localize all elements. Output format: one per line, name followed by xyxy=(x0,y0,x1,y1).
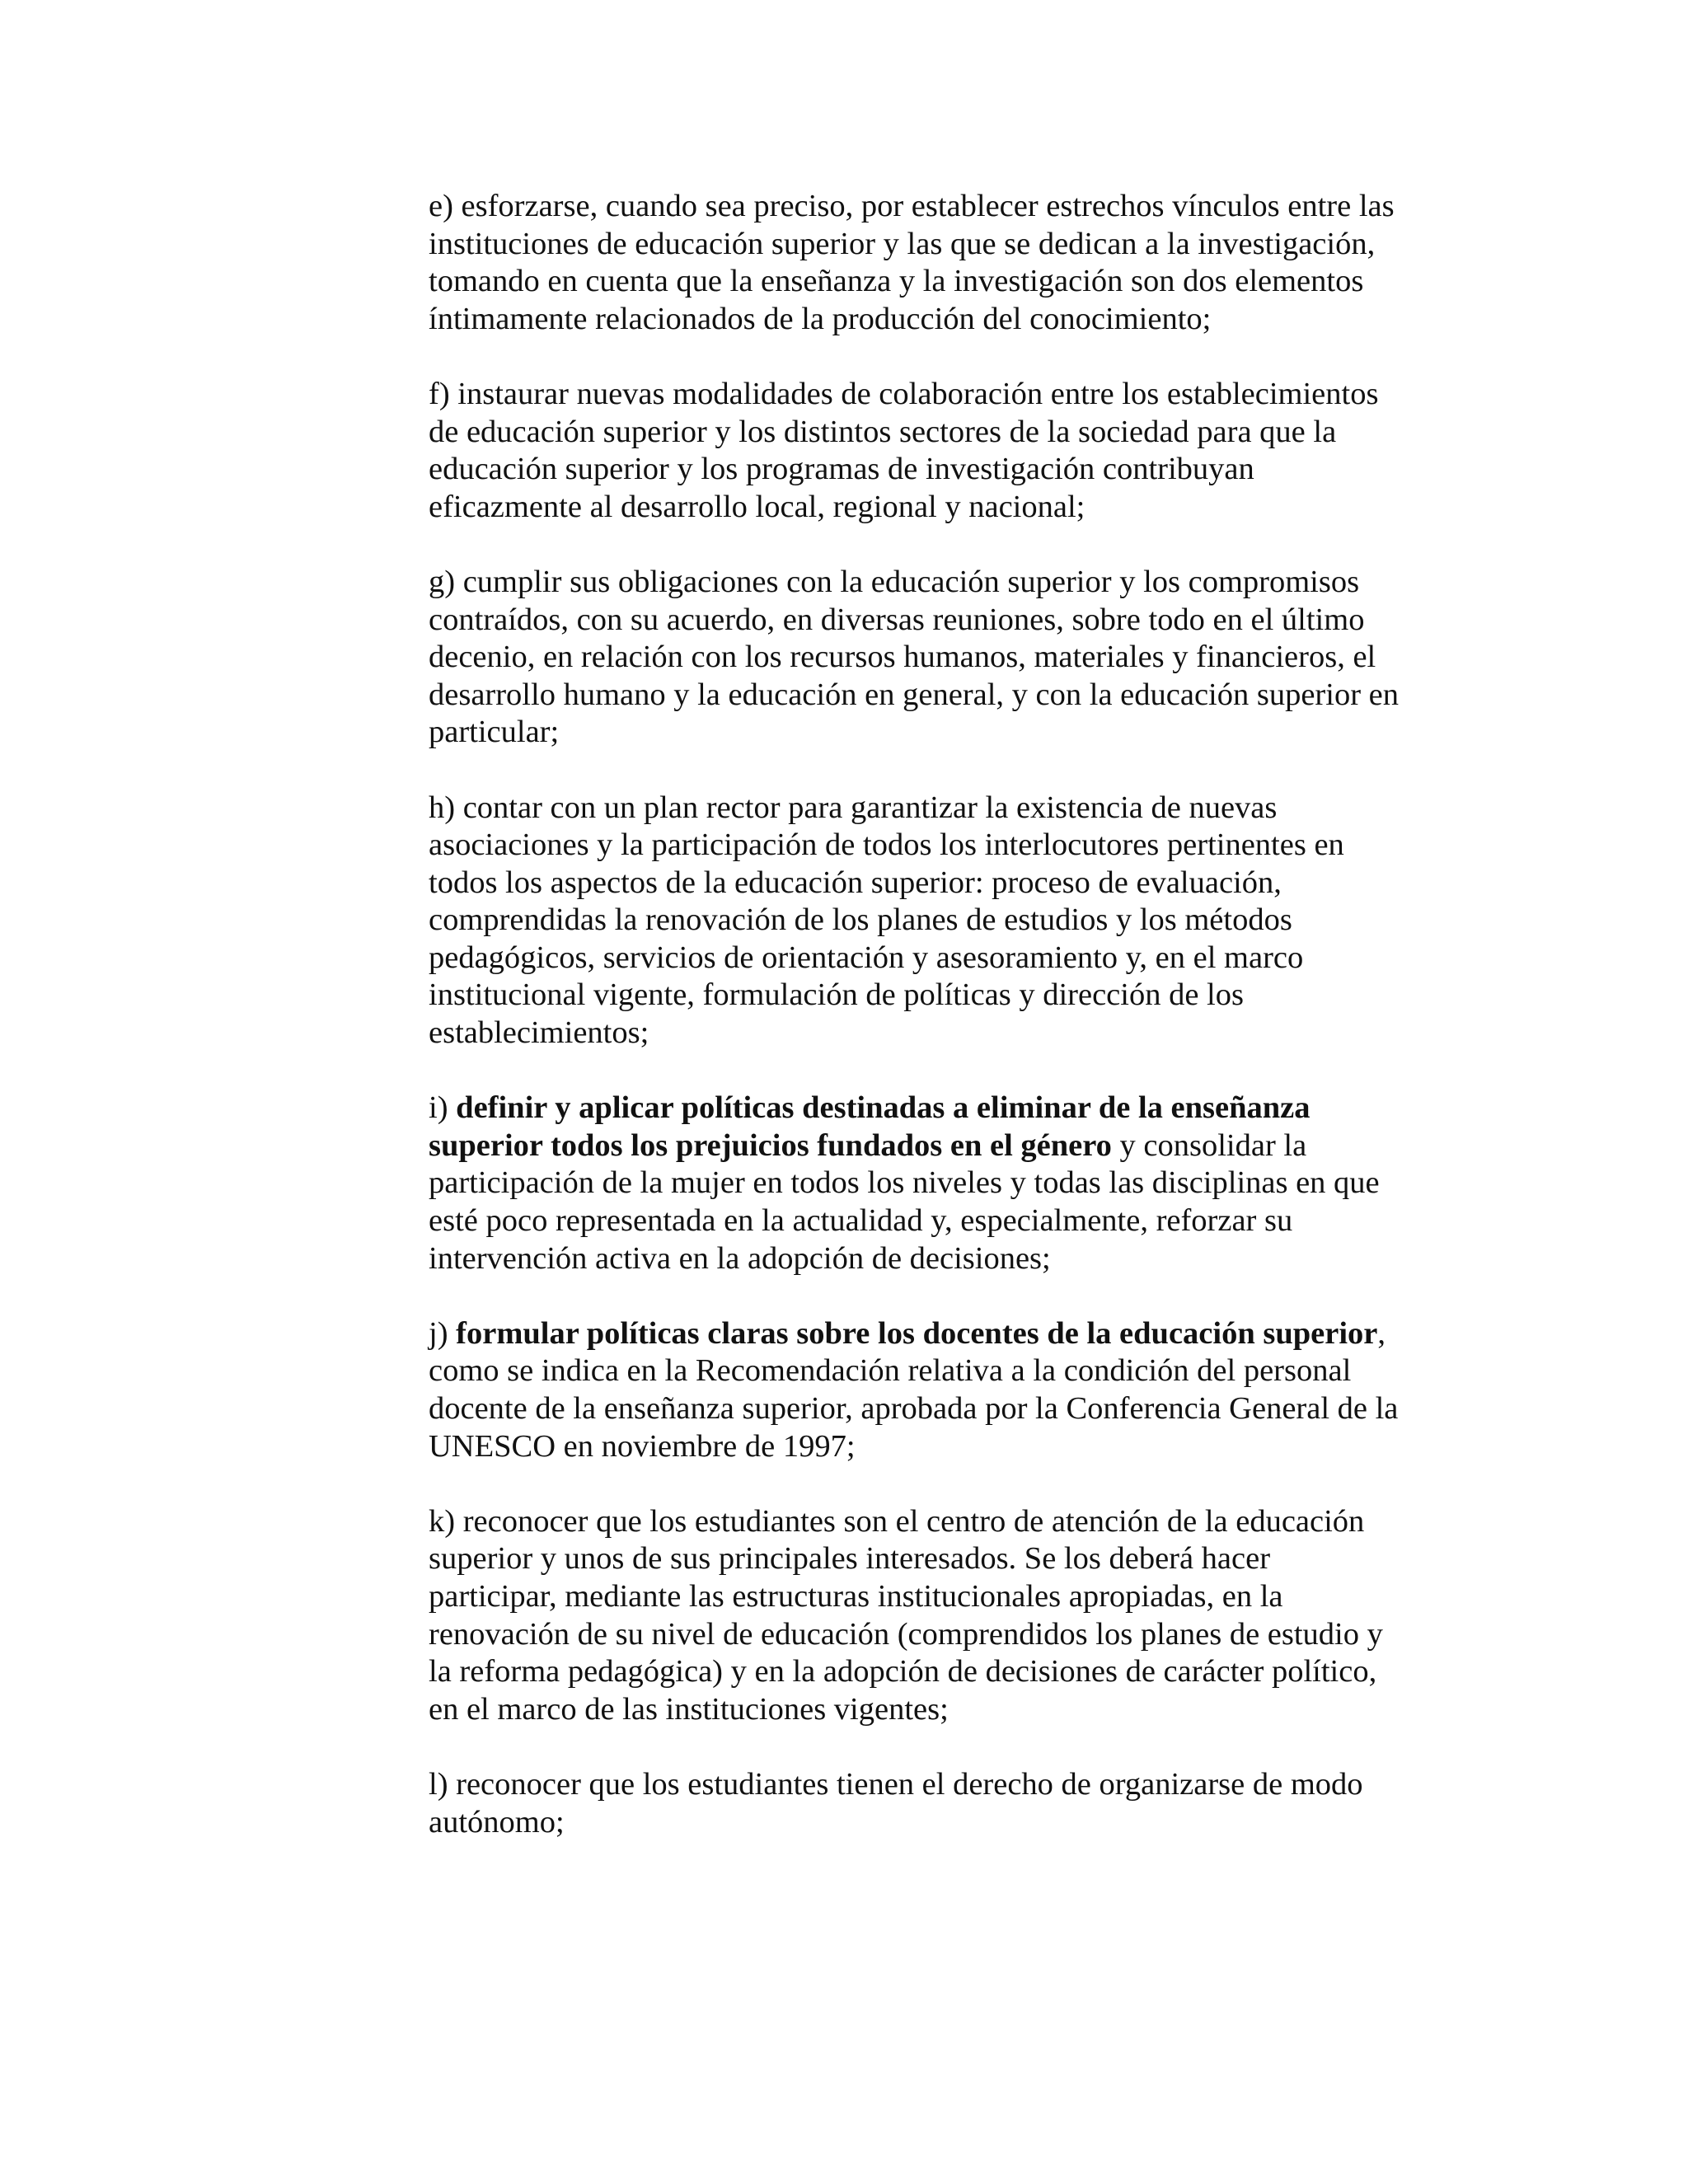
text-run: la reforma pedagógica) y en la adopción de decisiones de carácter político, xyxy=(429,1654,1377,1690)
text-run: instituciones de educación superior y las que se dedican a la investigación, xyxy=(429,226,1376,261)
text-line xyxy=(429,1202,1451,1240)
text-run: decenio, en relación con los recursos humanos, materiales y financieros, el xyxy=(429,640,1376,675)
text-run: l) reconocer que los estudiantes tienen el derecho de organizarse de modo xyxy=(429,1766,1363,1802)
text-line xyxy=(429,1540,1451,1578)
text-line xyxy=(429,714,1451,752)
text-line xyxy=(429,940,1451,977)
text-run: h) contar con un plan rector para garantizar la existencia de nuevas xyxy=(429,790,1278,825)
paragraph xyxy=(429,1503,1451,1729)
text-run: e) esforzarse, cuando sea preciso, por establecer estrechos vínculos entre las xyxy=(429,189,1395,223)
paragraph xyxy=(429,1090,1451,1277)
text-line xyxy=(429,376,1451,414)
text-line xyxy=(429,414,1451,452)
text-line xyxy=(429,1015,1451,1052)
text-run: todos los aspectos de la educación superior: proceso de evaluación, xyxy=(429,865,1282,900)
text-run: desarrollo humano y la educación en general, y con la educación superior en xyxy=(429,677,1399,712)
text-line xyxy=(429,639,1451,677)
text-run: como se indica en la Recomendación relativa a la condición del personal xyxy=(429,1353,1352,1389)
paragraph xyxy=(429,1766,1451,1841)
text-run: intervención activa en la adopción de decisiones; xyxy=(429,1240,1051,1276)
text-run: particular; xyxy=(429,715,560,750)
text-line xyxy=(429,977,1451,1015)
text-line xyxy=(429,564,1451,602)
text-run: asociaciones y la participación de todos los interlocutores pertinentes en xyxy=(429,827,1344,863)
text-line xyxy=(429,489,1451,527)
text-run: eficazmente al desarrollo local, regional y nacional; xyxy=(429,489,1085,524)
text-run: íntimamente relacionados de la producción del conocimiento; xyxy=(429,301,1212,336)
text-run: institucional vigente, formulación de políticas y dirección de los xyxy=(429,977,1244,1013)
text-line xyxy=(429,677,1451,715)
text-run: superior y unos de sus principales interesados. Se los deberá hacer xyxy=(429,1541,1271,1577)
text-line xyxy=(429,1578,1451,1616)
text-line xyxy=(429,602,1451,640)
text-line xyxy=(429,790,1451,827)
text-line xyxy=(429,1766,1451,1804)
text-run: educación superior y los programas de investigación contribuyan xyxy=(429,452,1254,487)
text-run: esté poco representada en la actualidad y, especialmente, reforzar su xyxy=(429,1203,1293,1239)
text-run: renovación de su nivel de educación (comprendidos los planes de estudio y xyxy=(429,1616,1383,1652)
text-run: establecimientos; xyxy=(429,1015,649,1051)
text-line xyxy=(429,1653,1451,1691)
text-run: g) cumplir sus obligaciones con la educación superior y los compromisos xyxy=(429,564,1360,599)
text-line xyxy=(429,1428,1451,1466)
bold-text: formular políticas claras sobre los docentes de la educación superior xyxy=(456,1315,1378,1351)
text-line xyxy=(429,1127,1451,1165)
text-run: docente de la enseñanza superior, aprobada por la Conferencia General de la xyxy=(429,1391,1399,1426)
text-run: f) instaurar nuevas modalidades de colaboración entre los establecimientos xyxy=(429,376,1379,411)
text-run: y consolidar la xyxy=(1111,1127,1307,1163)
text-line xyxy=(429,902,1451,940)
text-run: j) xyxy=(429,1315,457,1351)
text-run: tomando en cuenta que la enseñanza y la investigación son dos elementos xyxy=(429,264,1364,299)
text-line xyxy=(429,1352,1451,1390)
text-line xyxy=(429,1804,1451,1842)
text-run: comprendidas la renovación de los planes de estudios y los métodos xyxy=(429,902,1292,938)
text-run: UNESCO en noviembre de 1997; xyxy=(429,1428,856,1464)
text-line xyxy=(429,1503,1451,1541)
text-run: pedagógicos, servicios de orientación y asesoramiento y, en el marco xyxy=(429,940,1304,975)
text-run: k) reconocer que los estudiantes son el centro de atención de la educación xyxy=(429,1503,1365,1539)
bold-text: superior todos los prejuicios fundados en el género xyxy=(429,1127,1112,1163)
text-line xyxy=(429,301,1451,339)
text-line xyxy=(429,1315,1451,1353)
text-run: contraídos, con su acuerdo, en diversas reuniones, sobre todo en el último xyxy=(429,602,1365,637)
paragraph xyxy=(429,564,1451,752)
paragraph xyxy=(429,376,1451,526)
text-line xyxy=(429,1616,1451,1654)
text-line xyxy=(429,188,1451,226)
bold-text: definir y aplicar políticas destinadas a eliminar de la enseñanza xyxy=(456,1090,1311,1126)
text-run: i) xyxy=(429,1090,457,1126)
text-line xyxy=(429,1691,1451,1729)
text-run: de educación superior y los distintos sectores de la sociedad para que la xyxy=(429,414,1337,449)
paragraph xyxy=(429,790,1451,1052)
paragraph xyxy=(429,1315,1451,1465)
text-line xyxy=(429,865,1451,902)
text-line xyxy=(429,226,1451,264)
text-line xyxy=(429,451,1451,489)
document-body xyxy=(429,188,1451,1879)
text-line xyxy=(429,1090,1451,1127)
text-run: , xyxy=(1377,1315,1386,1351)
text-line xyxy=(429,1390,1451,1428)
text-line xyxy=(429,263,1451,301)
text-run: participar, mediante las estructuras institucionales apropiadas, en la xyxy=(429,1578,1283,1614)
text-line xyxy=(429,827,1451,865)
text-run: autónomo; xyxy=(429,1804,565,1840)
text-run: participación de la mujer en todos los niveles y todas las disciplinas en que xyxy=(429,1165,1380,1201)
paragraph xyxy=(429,188,1451,338)
text-line xyxy=(429,1240,1451,1278)
text-run: en el marco de las instituciones vigentes; xyxy=(429,1691,949,1727)
text-line xyxy=(429,1165,1451,1202)
